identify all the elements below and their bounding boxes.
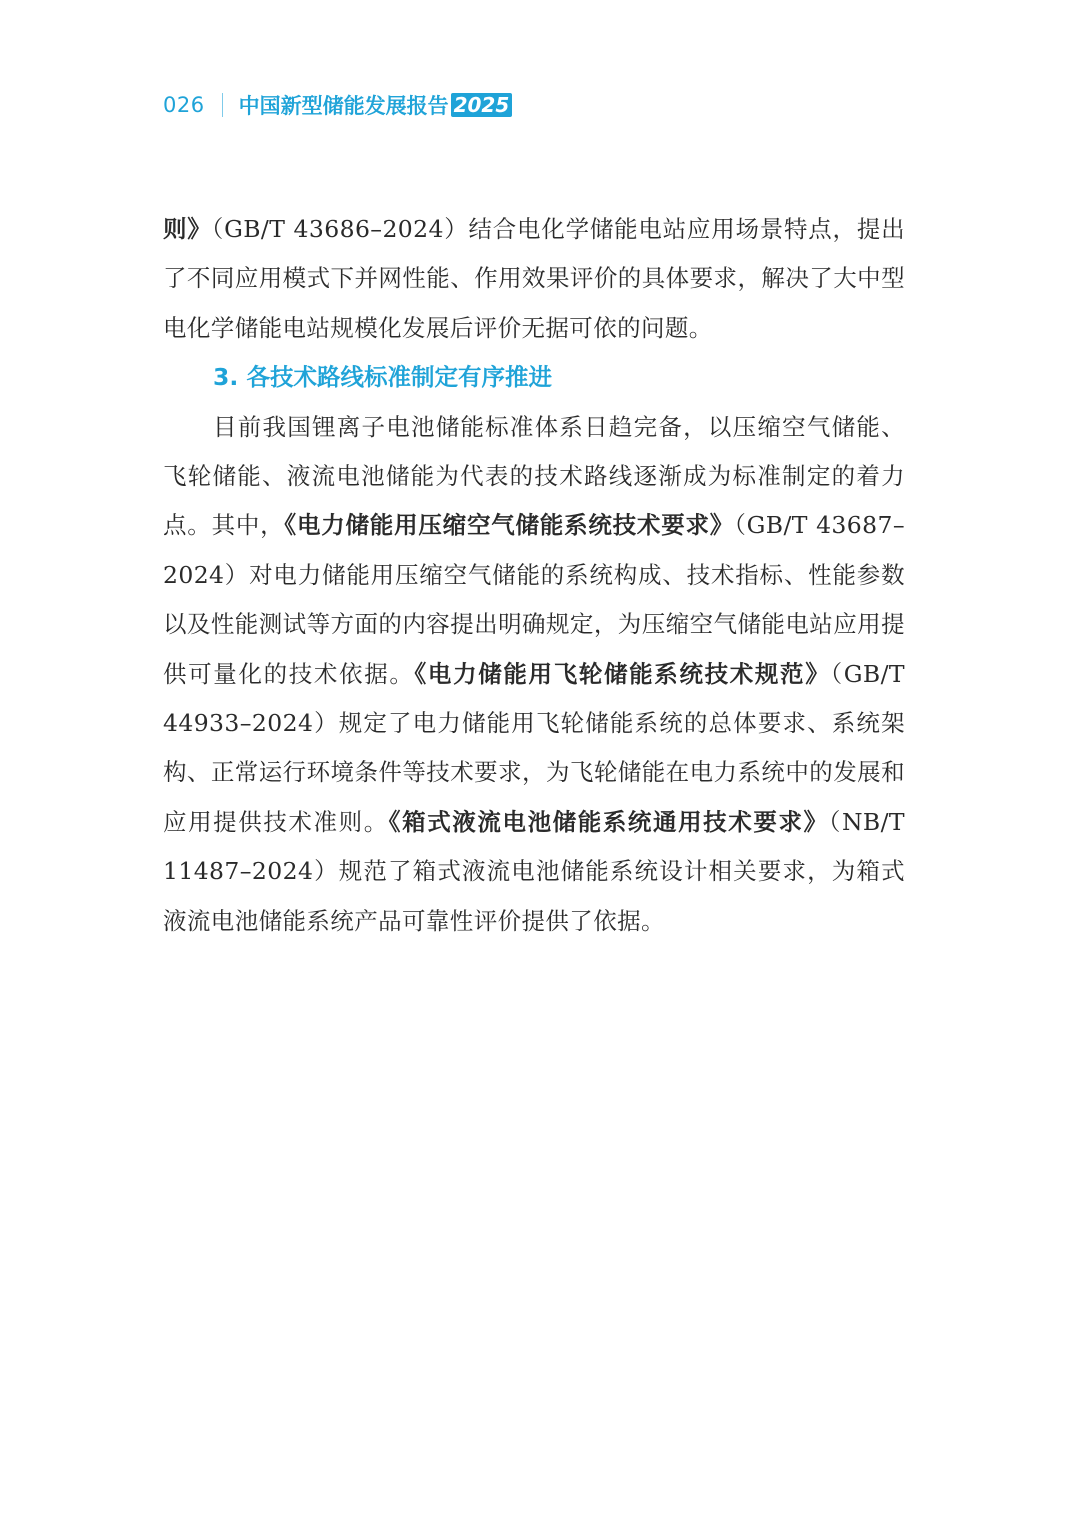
section-heading: 3. 各技术路线标准制定有序推进 [213, 363, 552, 392]
paragraph-1-text: （GB/T 43686–2024）结合电化学储能电站应用场景特点，提出了不同应用模式下并网性能、作用效果评价的具体要求，解决了大中型电化学储能电站规模化发展后评价无据可依的问题。 [163, 215, 905, 342]
standard-title-flow-battery: 《箱式液流电池储能系统通用技术要求》 [388, 807, 829, 836]
page-number: 026 [163, 93, 205, 117]
report-title: 中国新型储能发展报告 [238, 94, 449, 118]
paragraph-2-text-1: 目前我国锂离子电池储能标准体系日趋完备，以压缩空气储能、飞轮储能、液流电池储能为代表的技术路线逐渐成为标准制定的着力点。其中， [163, 412, 905, 540]
paragraph-2-text-2: （GB/T 43687–2024）对电力储能用压缩空气储能的系统构成、技术指标、性能参数以及性能测试等方面的内容提出明确规定，为压缩空气储能电站应用提供可量化的技术依据。 [163, 511, 905, 688]
paragraph-2 [163, 403, 905, 946]
paragraph-1 [163, 205, 905, 353]
paragraph-2-text-3: （GB/T 44933–2024）规定了电力储能用飞轮储能系统的总体要求、系统架构、正常运行环境条件等技术要求，为飞轮储能在电力系统中的发展和应用提供技术准则。 [163, 659, 905, 836]
header-divider [222, 93, 223, 117]
body-text [163, 205, 905, 946]
paragraph-2-text-4: （NB/T 11487–2024）规范了箱式液流电池储能系统设计相关要求，为箱式液流电池储能系统产品可靠性评价提供了依据。 [163, 807, 905, 935]
standard-title-fragment: 则》 [163, 215, 212, 243]
standard-title-compressed-air: 《电力储能用压缩空气储能系统技术要求》 [284, 511, 735, 540]
report-year-badge: 2025 [451, 93, 513, 117]
running-header [163, 88, 512, 122]
standard-title-flywheel: 《电力储能用飞轮储能系统技术规范》 [414, 659, 831, 688]
